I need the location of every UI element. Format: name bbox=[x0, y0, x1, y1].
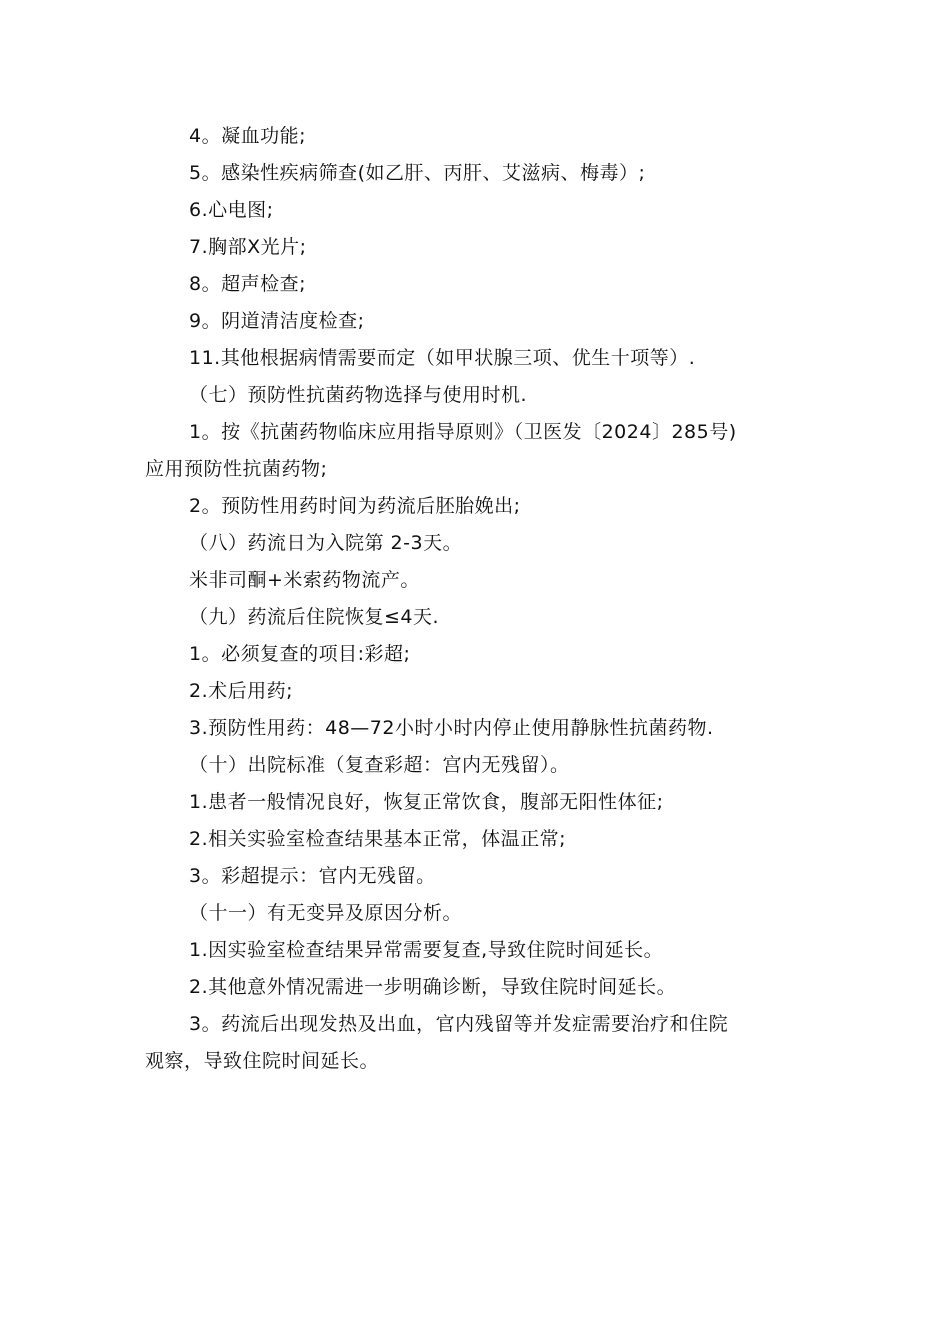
document-body bbox=[145, 118, 810, 1080]
text-line: 3。药流后出现发热及出血，官内残留等并发症需要治疗和住院 bbox=[189, 1013, 729, 1035]
text-line: 2.其他意外情况需进一步明确诊断，导致住院时间延长。 bbox=[189, 976, 677, 998]
text-line: 2。预防性用药时间为药流后胚胎娩出; bbox=[189, 495, 521, 517]
text-line: 1。必须复查的项目:彩超; bbox=[189, 643, 411, 665]
text-line: 8。超声检查; bbox=[189, 273, 306, 295]
text-line: 3.预防性用药：48—72小时小时内停止使用静脉性抗菌药物. bbox=[189, 717, 714, 739]
text-line: 6.心电图; bbox=[189, 199, 274, 221]
text-line: 11.其他根据病情需要而定（如甲状腺三项、优生十项等）. bbox=[189, 347, 696, 369]
text-line-continuation: 应用预防性抗菌药物; bbox=[145, 458, 328, 480]
text-line: 3。彩超提示：官内无残留。 bbox=[189, 865, 436, 887]
text-line: 7.胸部X光片; bbox=[189, 236, 307, 258]
text-line: 4。凝血功能; bbox=[189, 125, 306, 147]
text-line: 2.相关实验室检查结果基本正常，体温正常; bbox=[189, 828, 567, 850]
text-line: 1。按《抗菌药物临床应用指导原则》（卫医发〔2024〕285号) bbox=[189, 421, 737, 443]
section-heading: （十一）有无变异及原因分析。 bbox=[189, 902, 463, 924]
text-line: 1.因实验室检查结果异常需要复查,导致住院时间延长。 bbox=[189, 939, 664, 961]
text-line: 1.患者一般情况良好，恢复正常饮食，腹部无阳性体征; bbox=[189, 791, 664, 813]
section-heading: （七）预防性抗菌药物选择与使用时机. bbox=[189, 384, 528, 406]
text-line-continuation: 观察，导致住院时间延长。 bbox=[145, 1050, 380, 1072]
text-line: 9。阴道清洁度检查; bbox=[189, 310, 365, 332]
text-line: 2.术后用药; bbox=[189, 680, 294, 702]
text-line: 5。感染性疾病筛查(如乙肝、丙肝、艾滋病、梅毒）; bbox=[189, 162, 646, 184]
section-heading: （九）药流后住院恢复≤4天. bbox=[189, 606, 440, 628]
section-heading: （八）药流日为入院第 2-3天。 bbox=[189, 532, 463, 554]
text-line: 米非司酮+米索药物流产。 bbox=[189, 569, 420, 591]
section-heading: （十）出院标准（复查彩超：宫内无残留）。 bbox=[189, 754, 570, 776]
